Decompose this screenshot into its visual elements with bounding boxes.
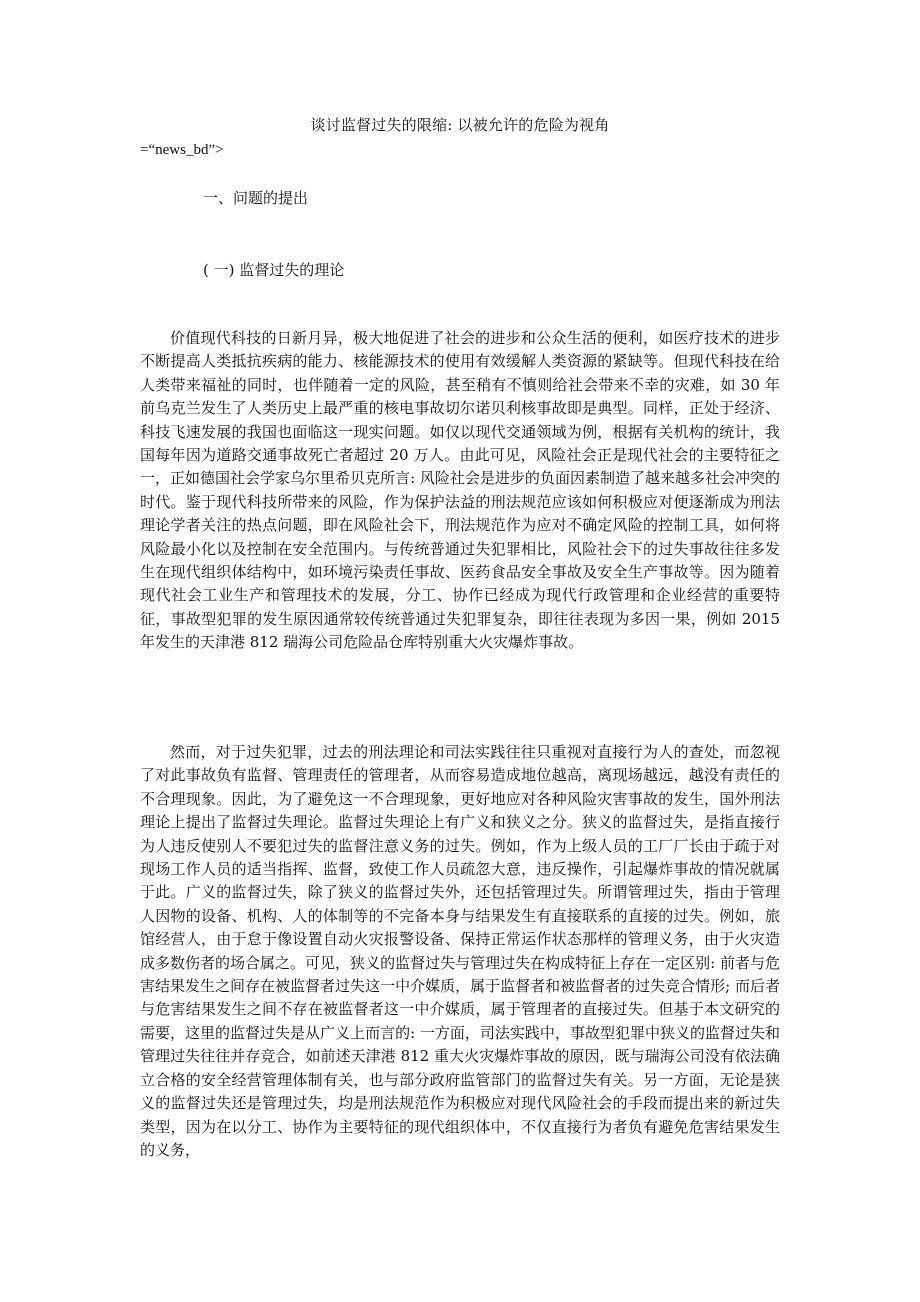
body-paragraph: 然而，对于过失犯罪，过去的刑法理论和司法实践往往只重视对直接行为人的查处，而忽视了对此事故负有监督、管理责任的管理者，从而容易造成地位越高，离现场越远，越没有责任的不合理现象。因此，为了避免这一不合理现象，更好地应对各种风险灾害事故的发生，国外刑法理论上提出了监督过失理论。监督过失理论上有广义和狭义之分。狭义的监督过失，是指直接行为人违反使别人不要犯过失的监督注意义务的过失。例如，作为上级人员的工厂厂长由于疏于对现场工作人员的适当指挥、监督，致使工作人员疏忽大意，违反操作，引起爆炸事故的情况就属于此。广义的监督过失，除了狭义的监督过失外，还包括管理过失。所谓管理过失，指由于管理人因物的设备、机构、人的体制等的不完备本身与结果发生有直接联系的直接的过失。例如，旅馆经营人，由于怠于像设置自动火灾报警设备、保持正常运作状态那样的管理义务，由于火灾造成多数伤者的场合属之。可见，狭义的监督过失与管理过失在构成特征上存在一定区别: 前者与危害结果发生之间存在被监督者过失这一中介媒质，属于监督者和被监督者的过失竞合情形; 而后者与危害结果发生之间不存在被监督者这一中介媒质，属于管理者的直接过失。但基于本文研究的需要，这里的监督过失是从广义上而言的: 一方面，司法实践中，事故型犯罪中狭义的监督过失和管理过失往往并存竞合，如前述天津港 812 重大火灾爆炸事故的原因，既与瑞海公司没有依法确立合格的安全经营管理体制有关，也与部分政府监管部门的监督过失有关。另一方面，无论是狭义的监督过失还是管理过失，均是刑法规范作为积极应对现代风险社会的手段而提出来的新过失类型，因为在以分工、协作为主要特征的现代组织体中，不仅直接行为者负有避免危害结果发生的义务， <box>140 743 780 1159</box>
section-heading: 一、问题的提出 <box>203 189 309 207</box>
body-paragraph: 价值现代科技的日新月异，极大地促进了社会的进步和公众生活的便利，如医疗技术的进步不断提高人类抵抗疾病的能力、核能源技术的使用有效缓解人类资源的紧缺等。但现代科技在给人类带来福祉的同时，也伴随着一定的风险，甚至稍有不慎则给社会带来不幸的灾难，如 30 年前乌克兰发生了人类历史上最严重的核电事故切尔诺贝利核事故即是典型。同样，正处于经济、科技飞速发展的我国也面临这一现实问题。如仅以现代交通领域为例，根据有关机构的统计，我国每年因为道路交通事故死亡者超过 20 万人。由此可见，风险社会正是现代社会的主要特征之一，正如德国社会学家乌尔里希贝克所言: 风险社会是进步的负面因素制造了越来越多社会冲突的时代。鉴于现代科技所带来的风险，作为保护法益的刑法规范应该如何积极应对便逐渐成为刑法理论学者关注的热点问题，即在风险社会下，刑法规范作为应对不确定风险的控制工具，如何将风险最小化以及控制在安全范围内。与传统普通过失犯罪相比，风险社会下的过失事故往往多发生在现代组织体结构中，如环境污染责任事故、医药食品安全事故及安全生产事故等。因为随着现代社会工业生产和管理技术的发展，分工、协作已经成为现代行政管理和企业经营的重要特征，事故型犯罪的发生原因通常较传统普通过失犯罪复杂，即往往表现为多因一果，例如 2015 年发生的天津港 812 瑞海公司危险品仓库特别重大火灾爆炸事故。 <box>140 329 780 652</box>
document-title: 谈讨监督过失的限缩: 以被允许的危险为视角 <box>310 116 610 134</box>
subsection-heading: ( 一) 监督过失的理论 <box>203 261 345 279</box>
html-artifact-text: =“news_bd”> <box>140 142 224 158</box>
